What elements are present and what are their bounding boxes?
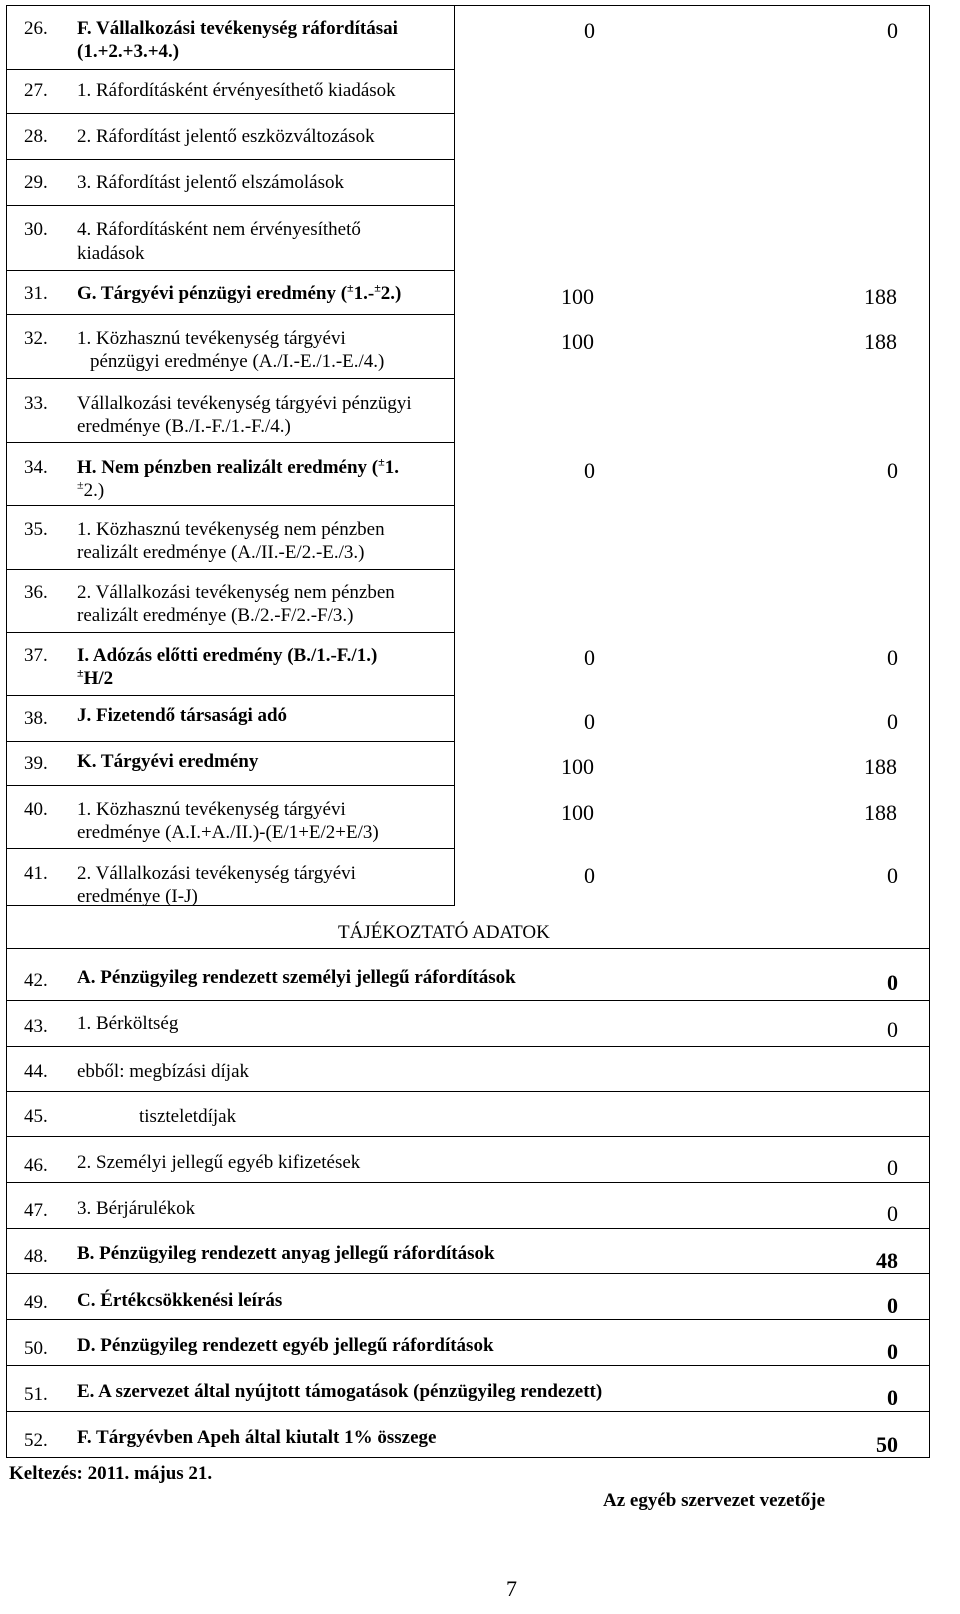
row-number: 37. <box>24 645 48 666</box>
row-label: D. Pénzügyileg rendezett egyéb jellegű ráfordítások <box>77 1335 494 1356</box>
value-previous-year: 0 <box>584 645 595 670</box>
row-number: 45. <box>24 1106 48 1127</box>
row-number: 38. <box>24 708 48 729</box>
row-number: 48. <box>24 1246 48 1267</box>
row-number: 27. <box>24 80 48 101</box>
row-label: I. Adózás előtti eredmény (B./1.-F./1.) <box>77 645 378 666</box>
section-title: TÁJÉKOZTATÓ ADATOK <box>338 922 550 943</box>
value-current-year: 0 <box>887 645 898 670</box>
row-number: 31. <box>24 283 48 304</box>
row-number: 47. <box>24 1200 48 1221</box>
row-value: 0 <box>887 970 898 995</box>
row-label: A. Pénzügyileg rendezett személyi jellegű ráfordítások <box>77 967 516 988</box>
value-current-year: 0 <box>887 18 898 43</box>
row-label: 1. Közhasznú tevékenység tárgyévi <box>77 328 346 349</box>
value-previous-year: 100 <box>561 754 594 779</box>
row-label: F. Tárgyévben Apeh által kiutalt 1% összege <box>77 1427 437 1448</box>
value-previous-year: 0 <box>584 18 595 43</box>
row-number: 34. <box>24 457 48 478</box>
row-label: Vállalkozási tevékenység tárgyévi pénzügyi <box>77 393 412 414</box>
row-number: 33. <box>24 393 48 414</box>
value-previous-year: 100 <box>561 329 594 354</box>
row-number: 49. <box>24 1292 48 1313</box>
row-number: 32. <box>24 328 48 349</box>
value-current-year: 0 <box>887 709 898 734</box>
row-label: ebből: megbízási díjak <box>77 1061 250 1082</box>
row-label: H. Nem pénzben realizált eredmény (±1. <box>77 454 399 478</box>
row-number: 30. <box>24 219 48 240</box>
row-label: E. A szervezet által nyújtott támogatások (pénzügyileg rendezett) <box>77 1381 603 1402</box>
row-number: 26. <box>24 18 48 39</box>
value-previous-year: 0 <box>584 458 595 483</box>
value-previous-year: 0 <box>584 863 595 888</box>
row-label: 3. Ráfordítást jelentő elszámolások <box>77 172 344 193</box>
row-label: 1. Közhasznú tevékenység nem pénzben <box>77 519 385 540</box>
value-previous-year: 0 <box>584 709 595 734</box>
row-value: 0 <box>887 1201 898 1226</box>
row-number: 46. <box>24 1155 48 1176</box>
row-number: 40. <box>24 799 48 820</box>
row-value: 0 <box>887 1339 898 1364</box>
row-label: 1. Bérköltség <box>77 1013 179 1034</box>
row-value: 0 <box>887 1017 898 1042</box>
value-current-year: 188 <box>864 800 897 825</box>
row-number: 50. <box>24 1338 48 1359</box>
row-label: 2. Vállalkozási tevékenység nem pénzben <box>77 582 395 603</box>
row-label: 2. Vállalkozási tevékenység tárgyévi <box>77 863 356 884</box>
signature-caption: Az egyéb szervezet vezetője <box>603 1490 826 1511</box>
row-value: 50 <box>876 1432 898 1457</box>
row-label: kiadások <box>77 243 145 264</box>
row-label: tiszteletdíjak <box>139 1106 237 1127</box>
row-value: 0 <box>887 1385 898 1410</box>
row-number: 41. <box>24 863 48 884</box>
row-label: G. Tárgyévi pénzügyi eredmény (±1.-±2.) <box>77 280 402 304</box>
row-label: C. Értékcsökkenési leírás <box>77 1290 283 1311</box>
row-label: ±H/2 <box>77 665 114 689</box>
row-number: 28. <box>24 126 48 147</box>
row-label: 2. Ráfordítást jelentő eszközváltozások <box>77 126 375 147</box>
row-label: realizált eredménye (B./2.-F/2.-F/3.) <box>77 605 354 626</box>
row-label: 1. Közhasznú tevékenység tárgyévi <box>77 799 346 820</box>
row-number: 39. <box>24 753 48 774</box>
row-label: 4. Ráfordításként nem érvényesíthető <box>77 219 361 240</box>
row-label: B. Pénzügyileg rendezett anyag jellegű ráfordítások <box>77 1243 495 1264</box>
row-number: 43. <box>24 1016 48 1037</box>
row-number: 51. <box>24 1384 48 1405</box>
row-label: pénzügyi eredménye (A./I.-E./1.-E./4.) <box>90 351 385 372</box>
value-current-year: 0 <box>887 863 898 888</box>
row-number: 52. <box>24 1430 48 1451</box>
row-label: J. Fizetendő társasági adó <box>77 705 288 726</box>
row-label: 2. Személyi jellegű egyéb kifizetések <box>77 1152 361 1173</box>
row-value: 48 <box>876 1248 898 1273</box>
row-label: 3. Bérjárulékok <box>77 1198 196 1219</box>
value-current-year: 188 <box>864 754 897 779</box>
row-label: realizált eredménye (A./II.-E/2.-E./3.) <box>77 542 365 563</box>
row-value: 0 <box>887 1293 898 1318</box>
value-current-year: 0 <box>887 458 898 483</box>
value-current-year: 188 <box>864 329 897 354</box>
row-number: 35. <box>24 519 48 540</box>
value-previous-year: 100 <box>561 800 594 825</box>
row-label: eredménye (A.I.+A./II.)-(E/1+E/2+E/3) <box>77 822 379 843</box>
row-label: K. Tárgyévi eredmény <box>77 751 259 772</box>
row-label: 1. Ráfordításként érvényesíthető kiadások <box>77 80 396 101</box>
row-number: 42. <box>24 970 48 991</box>
date-line: Keltezés: 2011. május 21. <box>9 1463 213 1484</box>
value-previous-year: 100 <box>561 284 594 309</box>
row-number: 36. <box>24 582 48 603</box>
page-number: 7 <box>506 1576 517 1601</box>
value-current-year: 188 <box>864 284 897 309</box>
row-label: F. Vállalkozási tevékenység ráfordításai <box>77 18 398 39</box>
row-label: eredménye (I-J) <box>77 886 198 907</box>
row-label: eredménye (B./I.-F./1.-F./4.) <box>77 416 291 437</box>
row-value: 0 <box>887 1155 898 1180</box>
row-number: 29. <box>24 172 48 193</box>
row-label: (1.+2.+3.+4.) <box>77 41 180 62</box>
row-number: 44. <box>24 1061 48 1082</box>
row-label: ±2.) <box>77 477 105 501</box>
